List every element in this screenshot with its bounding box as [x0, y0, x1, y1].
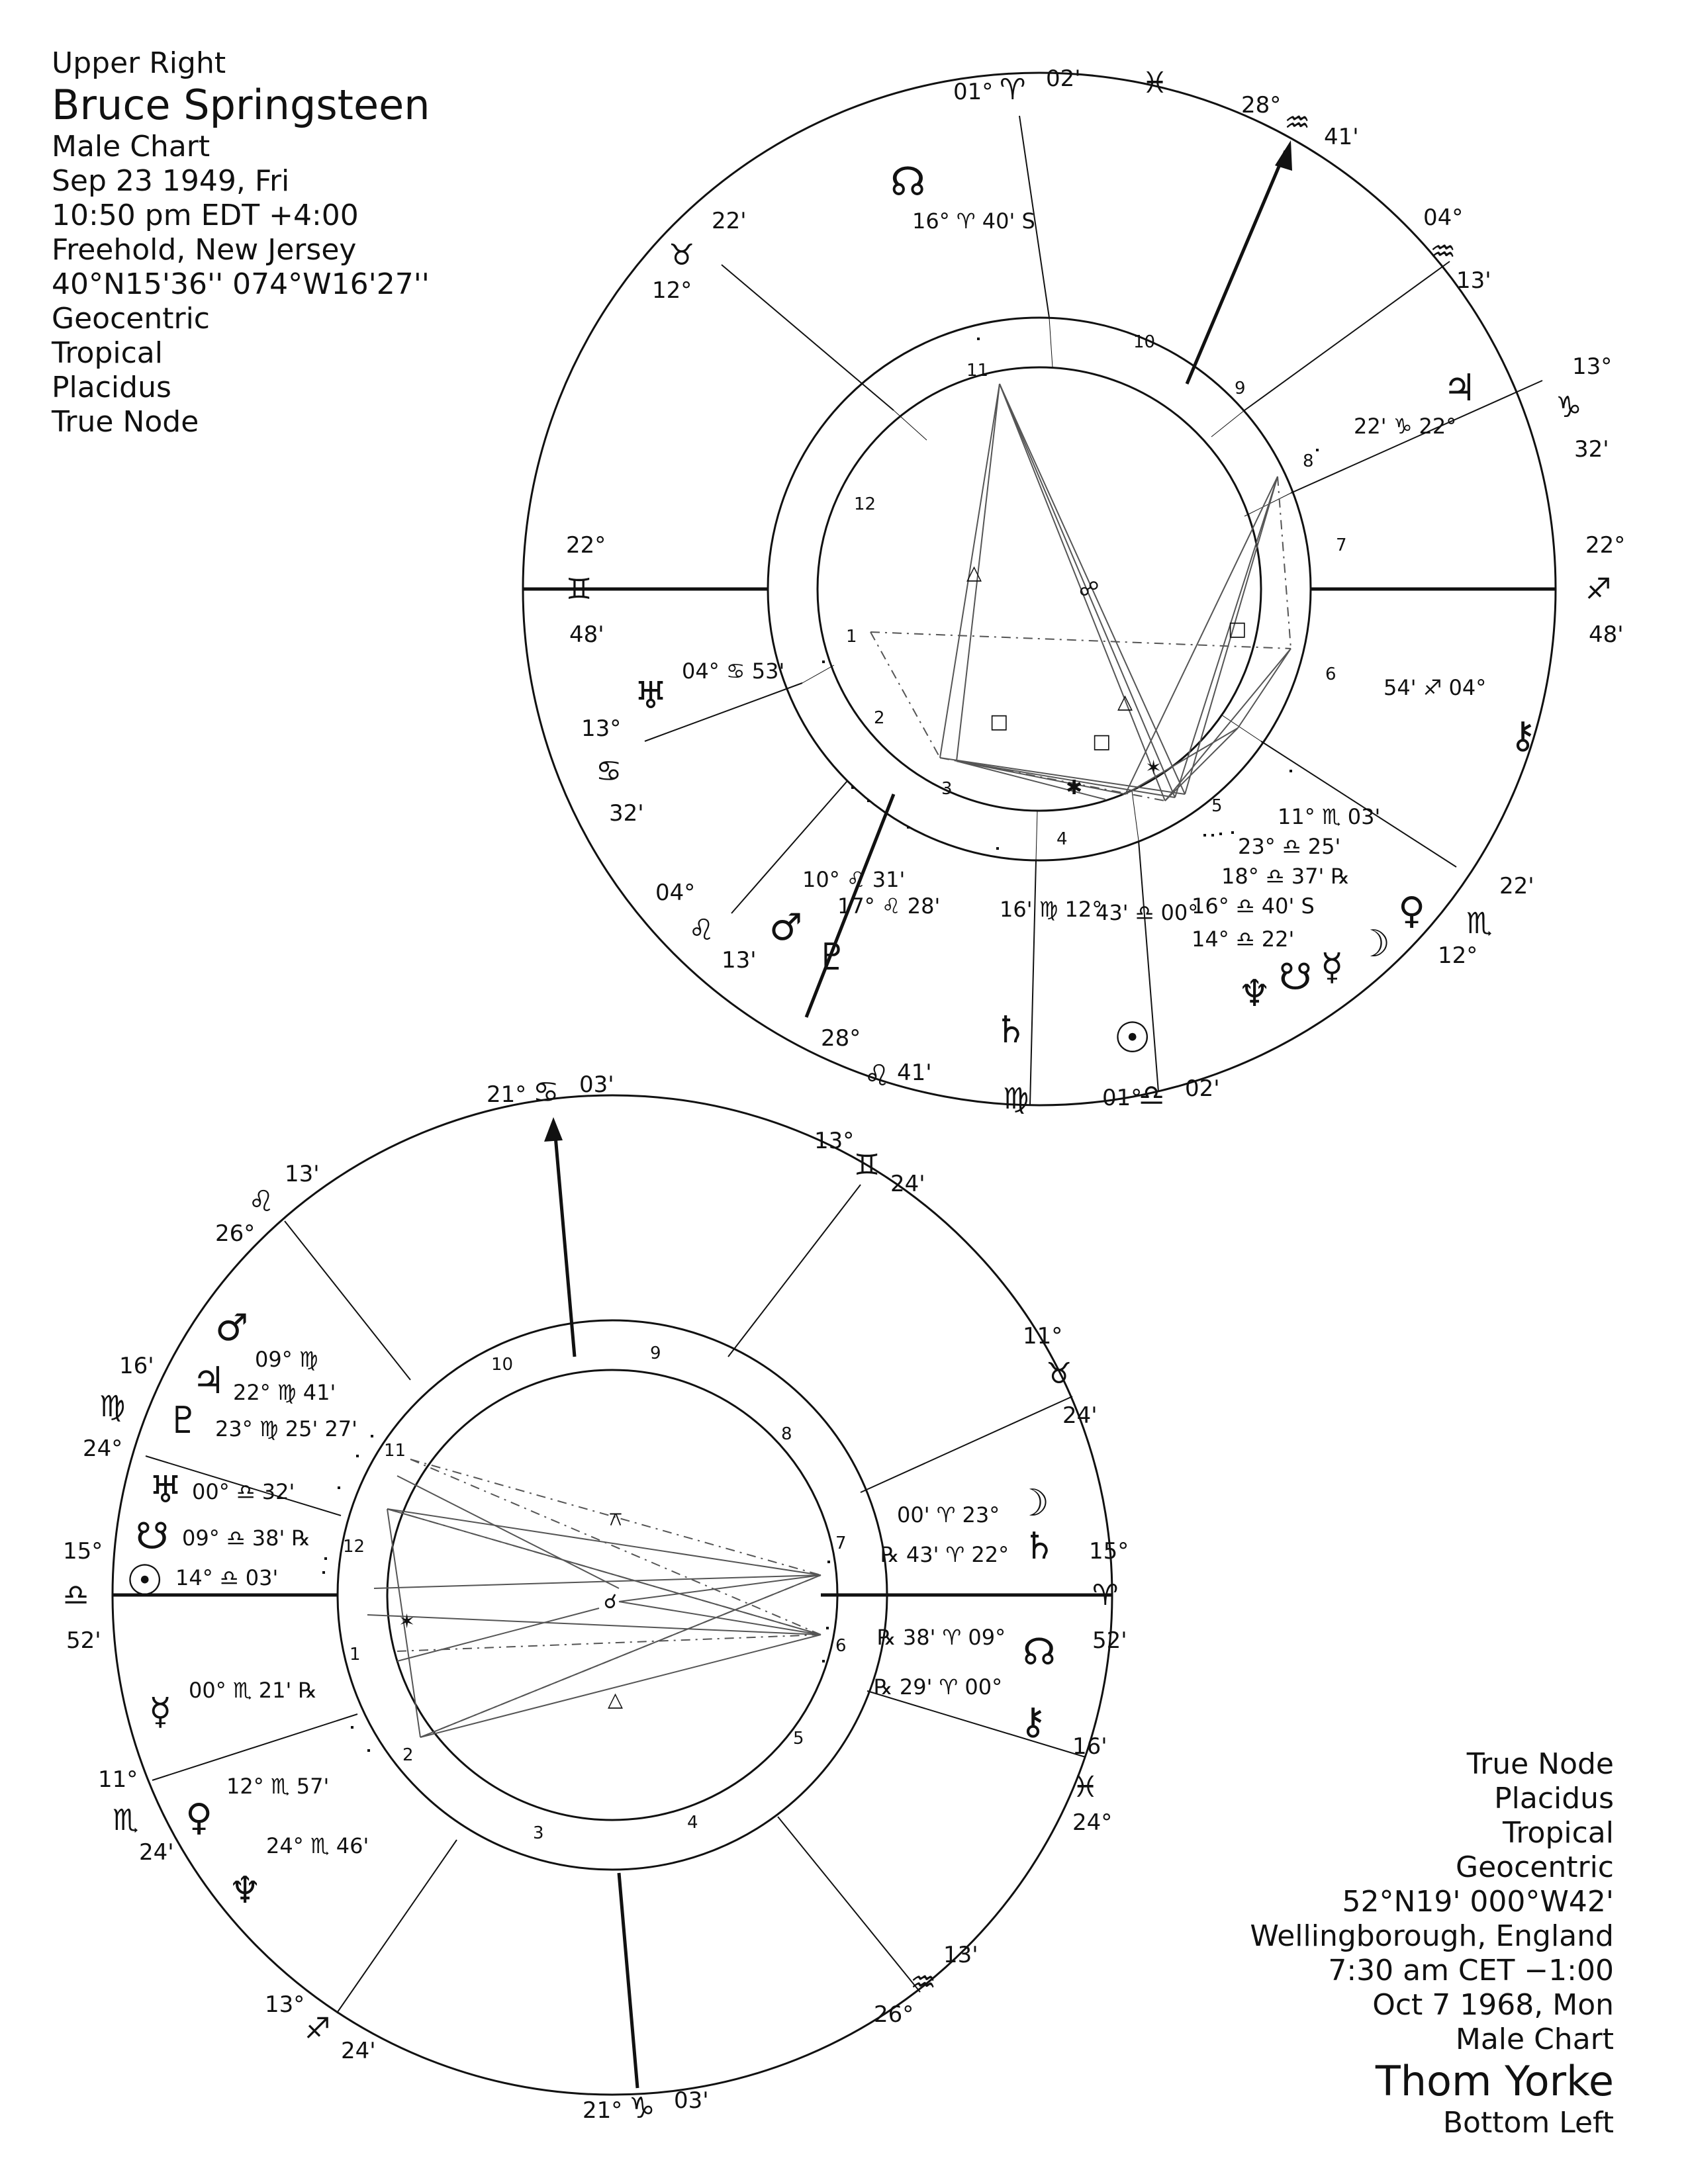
lower-cusp-deg: 21°	[487, 1081, 527, 1108]
upper-cusp-sign: ♒	[1284, 106, 1311, 140]
upper-cusp-sign: ♎	[1139, 1079, 1165, 1113]
upper-house-number: 10	[1133, 332, 1156, 352]
lower-cusp-min: 24'	[1062, 1402, 1098, 1429]
upper-cusp-sign: ♏	[1466, 907, 1493, 940]
upper-planet-text: 54' ♐ 04°	[1383, 675, 1487, 700]
lower-birth-date: Oct 7 1968, Mon	[1372, 1988, 1614, 2022]
upper-cusp-sign: ♌	[864, 1059, 890, 1093]
lower-house-number: 4	[687, 1813, 698, 1833]
lower-cusp-sign: ♋	[533, 1075, 559, 1109]
lower-birth-time: 7:30 am CET −1:00	[1328, 1954, 1614, 1987]
upper-cusp-min: 41'	[1324, 124, 1359, 150]
lower-planet-text: 00° ♎ 32'	[192, 1479, 295, 1504]
upper-cusp-min: 32'	[1574, 436, 1609, 463]
upper-cusp-sign: ♒	[1430, 235, 1456, 269]
lower-cusp-deg: 24°	[83, 1435, 123, 1462]
lower-planet-glyph: ♇	[167, 1399, 201, 1442]
lower-planet-text: 22° ♍ 41'	[233, 1380, 336, 1405]
lower-cusp-sign: ♈	[1092, 1578, 1119, 1612]
upper-cusp-min: 22'	[1499, 873, 1534, 899]
lower-planet-text: ℞ 29' ♈ 00°	[874, 1674, 1003, 1700]
upper-house-number: 7	[1336, 535, 1347, 555]
trine-aspect-icon: △	[608, 1688, 624, 1711]
square-aspect-icon: □	[1092, 730, 1111, 753]
lower-cusp-min: 16'	[119, 1353, 154, 1379]
lower-cusp-deg: 13°	[814, 1128, 855, 1154]
lower-cusp-deg: 11°	[1023, 1323, 1063, 1349]
lower-planet-glyph: ⚷	[1019, 1700, 1047, 1743]
lower-cusp-min: 13'	[943, 1942, 978, 1968]
upper-planet-text: 23° ♎ 25'	[1238, 834, 1341, 859]
lower-cusp-sign: ♍	[99, 1390, 126, 1424]
upper-cusp-deg: 28°	[821, 1025, 861, 1052]
upper-person-name: Bruce Springsteen	[52, 81, 430, 129]
upper-cusp-deg: 13°	[1572, 353, 1613, 380]
lower-cusp-sign: ♏	[113, 1803, 139, 1837]
lower-coordinates: 52°N19' 000°W42'	[1342, 1885, 1614, 1919]
lower-planet-text: 00' ♈ 23°	[897, 1502, 1000, 1527]
lower-person-name: Thom Yorke	[1375, 2057, 1614, 2105]
sextile-aspect-icon: ✱	[1066, 776, 1083, 799]
upper-cusp-deg: 22°	[566, 532, 606, 559]
upper-planet-text: 22' ♑ 22°	[1354, 414, 1457, 439]
upper-planet-text: 43' ♎ 00°	[1096, 900, 1199, 925]
lower-planet-glyph: ☉	[126, 1557, 164, 1606]
upper-planet-text: 18° ♎ 37' ℞	[1221, 864, 1350, 889]
upper-cusp-deg: 04°	[655, 880, 696, 906]
lower-house-system: Placidus	[1494, 1782, 1614, 1815]
upper-cusp-min: 02'	[1185, 1075, 1220, 1102]
lower-house-number: 1	[350, 1645, 361, 1664]
upper-cusp-sign: ♌	[688, 913, 715, 947]
upper-planet-glyph: ☿	[1321, 946, 1344, 989]
lower-planet-glyph: ☽	[1016, 1482, 1050, 1525]
lower-cusp-deg: 26°	[874, 2001, 914, 2028]
lower-cusp-min: 03'	[579, 1071, 614, 1098]
trine-aspect-icon: △	[1117, 690, 1133, 713]
upper-house-number: 9	[1235, 379, 1246, 398]
lower-cusp-sign: ♌	[248, 1185, 275, 1218]
upper-cusp-min: 22'	[712, 208, 747, 234]
lower-planet-text: 24° ♏ 46'	[266, 1833, 369, 1858]
upper-planet-glyph: ☽	[1357, 923, 1391, 966]
upper-cusp-min: 02'	[1046, 66, 1081, 92]
lower-planet-text: 12° ♏ 57'	[226, 1774, 330, 1799]
lower-cusp-min: 24'	[341, 2038, 376, 2064]
lower-planet-glyph: ♃	[192, 1359, 226, 1402]
quincunx-aspect-icon: ⚻	[609, 1508, 622, 1531]
upper-cusp-sign: ♑	[1556, 390, 1582, 424]
lower-aspect-glyphs	[399, 1508, 623, 1711]
lower-planet-glyph: ☋	[136, 1515, 169, 1558]
upper-cusp-deg: 28°	[1241, 92, 1282, 118]
lower-planet-text: 00° ♏ 21' ℞	[189, 1678, 318, 1703]
upper-cusp-sign: ♐	[1585, 572, 1612, 606]
lower-zodiac-view: Geocentric	[1456, 1850, 1614, 1884]
upper-planet-glyph: ☋	[1279, 956, 1312, 999]
upper-cusp-deg: 12°	[1438, 942, 1478, 969]
upper-planet-glyph: ♄	[994, 1009, 1028, 1052]
lower-house-number: 5	[793, 1729, 804, 1749]
lower-planet-glyph: ☿	[149, 1690, 172, 1733]
upper-planet-glyph: ♇	[816, 936, 849, 979]
upper-planet-glyph: ☉	[1113, 1014, 1152, 1063]
square-aspect-icon: □	[990, 710, 1009, 733]
upper-planet-glyph: ♀	[1398, 889, 1426, 933]
upper-house-system: Placidus	[52, 371, 171, 404]
lower-house-number: 9	[650, 1343, 661, 1363]
upper-planet-glyph: ☊	[890, 159, 926, 205]
lower-cusp-deg: 11°	[98, 1766, 138, 1793]
lower-cusp-sign: ♓	[1072, 1770, 1099, 1804]
lower-house-number: 11	[384, 1441, 406, 1461]
upper-planet-glyph: ♃	[1443, 367, 1477, 410]
upper-planet-glyph: ♂	[769, 906, 803, 949]
lower-planet-text: 09° ♍	[255, 1347, 318, 1372]
conjunction-aspect-icon: ☌	[604, 1590, 618, 1614]
lower-birth-place: Wellingborough, England	[1250, 1919, 1614, 1953]
lower-cusp-deg: 26°	[215, 1220, 256, 1247]
upper-planet-text: 14° ♎ 22'	[1192, 927, 1295, 952]
upper-planet-glyph: ♅	[634, 674, 668, 717]
upper-cusp-deg: 22°	[1585, 532, 1626, 559]
upper-cusp-sign: ♊	[566, 572, 592, 606]
upper-cusp-deg: 01°	[953, 79, 994, 105]
lower-cusp-sign: ♐	[305, 2012, 331, 2046]
upper-cusp-min: 48'	[569, 621, 604, 648]
lower-cusp-deg: 21°	[583, 2097, 623, 2124]
upper-house-number: 3	[941, 779, 953, 799]
lower-planet-text: 09° ♎ 38' ℞	[182, 1525, 311, 1551]
upper-house-number: 1	[846, 627, 857, 647]
lower-cusp-sign: ♑	[629, 2091, 655, 2125]
upper-birth-date: Sep 23 1949, Fri	[52, 164, 290, 198]
upper-house-number: 12	[854, 494, 876, 514]
lower-node-type: True Node	[1466, 1747, 1614, 1781]
lower-house-number: 6	[835, 1636, 847, 1656]
lower-cusp-deg: 13°	[265, 1991, 305, 2018]
upper-house-number: 2	[874, 708, 885, 728]
lower-planet-glyph: ♆	[228, 1869, 262, 1912]
sextile-aspect-icon: ✶	[399, 1610, 416, 1633]
lower-cusp-sign: ♎	[63, 1578, 89, 1612]
upper-house-number: 5	[1211, 796, 1223, 816]
lower-planet-glyph: ♂	[215, 1306, 249, 1349]
square-aspect-icon: □	[1228, 617, 1247, 641]
upper-node-type: True Node	[52, 405, 199, 439]
upper-cusp-min: 41'	[897, 1060, 932, 1086]
upper-cusp-min: 13'	[722, 947, 757, 974]
lower-chart-type: Male Chart	[1455, 2023, 1614, 2056]
upper-planet-glyph: ♆	[1238, 972, 1272, 1015]
upper-cusp-sign: ♋	[596, 754, 622, 788]
lower-house-number: 3	[533, 1823, 544, 1843]
upper-planet-glyph: ⚷	[1509, 714, 1537, 757]
upper-cusp-min: 48'	[1589, 621, 1624, 648]
lower-planet-text: 23° ♍ 25' 27'	[215, 1416, 357, 1441]
lower-zodiac: Tropical	[1503, 1816, 1614, 1850]
upper-house-number: 8	[1303, 451, 1314, 471]
upper-planet-text: 16' ♍ 12°	[1000, 897, 1103, 922]
upper-cusp-deg: 01°	[1102, 1085, 1143, 1111]
lower-cusp-sign: ♊	[854, 1148, 880, 1182]
lower-house-number: 12	[343, 1537, 365, 1557]
upper-coordinates: 40°N15'36'' 074°W16'27''	[52, 267, 430, 301]
lower-planet-text: ℞ 43' ♈ 22°	[880, 1542, 1009, 1567]
lower-cusp-deg: 15°	[1089, 1538, 1129, 1565]
upper-position-label: Upper Right	[52, 46, 226, 80]
lower-cusp-sign: ♉	[1046, 1357, 1072, 1390]
lower-position-label: Bottom Left	[1442, 2106, 1614, 2140]
upper-intercepted-sign: ♓	[1142, 66, 1168, 100]
lower-planet-glyph: ♀	[185, 1796, 213, 1839]
upper-cusp-sign: ♉	[669, 238, 695, 272]
lower-cusp-min: 52'	[1092, 1627, 1127, 1654]
sextile-aspect-icon: ✶	[1145, 756, 1162, 780]
upper-planet-text: 10° ♌ 31'	[802, 867, 906, 892]
trine-aspect-icon: △	[966, 561, 982, 584]
upper-house-number: 4	[1056, 829, 1068, 849]
lower-house-number: 10	[491, 1355, 514, 1375]
upper-intercepted-sign: ♍	[1003, 1082, 1029, 1116]
lower-house-number: 8	[781, 1424, 792, 1444]
upper-planet-text: 17° ♌ 28'	[837, 893, 941, 919]
lower-cusp-sign: ♒	[910, 1966, 937, 1999]
lower-cusp-min: 24'	[890, 1171, 925, 1197]
upper-house-number: 6	[1325, 664, 1336, 684]
lower-cusp-min: 13'	[285, 1161, 320, 1187]
upper-chart-type: Male Chart	[52, 130, 211, 163]
lower-planet-text: 14° ♎ 03'	[175, 1565, 279, 1590]
lower-house-number: 7	[835, 1533, 847, 1553]
lower-cusp-min: 24'	[139, 1839, 174, 1866]
upper-cusp-min: 32'	[609, 800, 644, 827]
lower-planet-glyph: ♅	[149, 1469, 183, 1512]
lower-cusp-deg: 15°	[63, 1538, 103, 1565]
upper-aspect-glyphs	[966, 561, 1246, 799]
upper-planet-text: 16° ♈ 40' S	[912, 208, 1035, 234]
upper-birth-time: 10:50 pm EDT +4:00	[52, 199, 359, 232]
upper-cusp-deg: 04°	[1423, 205, 1464, 231]
opposition-aspect-icon: ☍	[1079, 578, 1100, 601]
upper-cusp-sign: ♈	[1000, 73, 1026, 107]
upper-planet-text: 16° ♎ 40' S	[1192, 893, 1315, 919]
upper-planet-text: 04° ♋ 53'	[682, 659, 785, 684]
lower-cusp-min: 16'	[1072, 1733, 1107, 1760]
upper-cusp-min: 13'	[1456, 267, 1491, 294]
lower-cusp-deg: 24°	[1072, 1809, 1113, 1836]
upper-planet-text: 11° ♏ 03'	[1278, 804, 1381, 829]
upper-zodiac: Tropical	[52, 336, 163, 370]
lower-cusp-min: 52'	[66, 1627, 101, 1654]
upper-birth-place: Freehold, New Jersey	[52, 233, 357, 267]
upper-house-number: 11	[966, 361, 989, 381]
upper-cusp-deg: 12°	[652, 277, 692, 304]
lower-planet-glyph: ☊	[1023, 1631, 1056, 1674]
upper-zodiac-view: Geocentric	[52, 302, 210, 336]
lower-planet-glyph: ♄	[1023, 1525, 1056, 1568]
lower-cusp-min: 03'	[674, 2087, 709, 2114]
upper-cusp-deg: 13°	[581, 715, 622, 742]
lower-house-number: 2	[402, 1745, 414, 1765]
lower-planet-text: ℞ 38' ♈ 09°	[877, 1625, 1006, 1650]
